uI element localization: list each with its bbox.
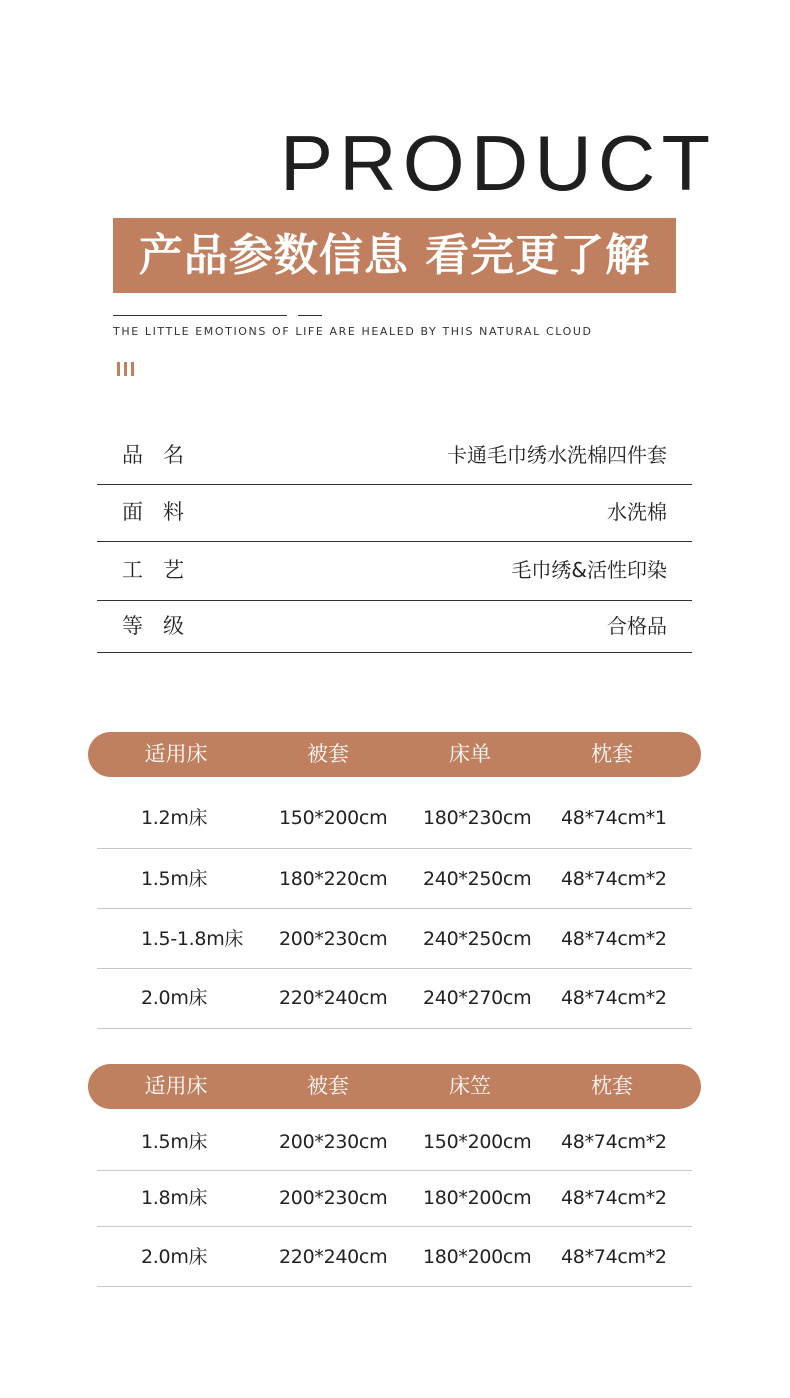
table-cell: 1.2m床 — [141, 807, 208, 829]
table-cell: 180*230cm — [423, 807, 532, 829]
table-cell: 200*230cm — [279, 928, 388, 950]
page-title: PRODUCT — [280, 119, 717, 207]
table-cell: 2.0m床 — [141, 987, 208, 1009]
table-row — [97, 1227, 692, 1287]
table-cell: 200*230cm — [279, 1187, 388, 1209]
table-cell: 48*74cm*2 — [561, 987, 667, 1009]
table-cell: 48*74cm*2 — [561, 1131, 667, 1153]
spec-value: 合格品 — [607, 614, 667, 638]
spec-row — [97, 484, 692, 542]
table-cell: 48*74cm*2 — [561, 1246, 667, 1268]
spec-value: 毛巾绣&活性印染 — [511, 558, 667, 582]
table-cell: 200*230cm — [279, 1131, 388, 1153]
section-banner: 产品参数信息 看完更了解 — [113, 218, 676, 293]
table-cell: 180*220cm — [279, 868, 388, 890]
spec-row — [97, 427, 692, 485]
column-header: 床单 — [449, 742, 491, 766]
table-cell: 1.5m床 — [141, 1131, 208, 1153]
table-cell: 48*74cm*2 — [561, 928, 667, 950]
table-row — [97, 909, 692, 969]
tagline: THE LITTLE EMOTIONS OF LIFE ARE HEALED BY THIS NATURAL CLOUD — [113, 325, 593, 338]
decorative-bars — [117, 362, 138, 381]
table-cell: 48*74cm*1 — [561, 807, 667, 829]
divider — [113, 315, 287, 316]
table-cell: 180*200cm — [423, 1187, 532, 1209]
divider — [298, 315, 322, 316]
spec-label: 等级 — [122, 614, 204, 638]
table-row — [97, 849, 692, 909]
column-header: 适用床 — [144, 742, 208, 766]
spec-label: 品名 — [122, 443, 204, 467]
column-header: 被套 — [307, 1074, 349, 1098]
table-cell: 240*270cm — [423, 987, 532, 1009]
spec-row — [97, 541, 692, 601]
table-row — [97, 1171, 692, 1227]
column-header: 被套 — [307, 742, 349, 766]
table-cell: 240*250cm — [423, 868, 532, 890]
table-cell: 150*200cm — [279, 807, 388, 829]
spec-row — [97, 601, 692, 653]
table-cell: 180*200cm — [423, 1246, 532, 1268]
spec-value: 卡通毛巾绣水洗棉四件套 — [447, 443, 667, 467]
spec-value: 水洗棉 — [607, 500, 667, 524]
column-header: 枕套 — [591, 1074, 633, 1098]
column-header: 适用床 — [144, 1074, 208, 1098]
table-cell: 1.5m床 — [141, 868, 208, 890]
table-cell: 48*74cm*2 — [561, 868, 667, 890]
column-header: 枕套 — [591, 742, 633, 766]
table-cell: 240*250cm — [423, 928, 532, 950]
table-cell: 150*200cm — [423, 1131, 532, 1153]
spec-label: 工艺 — [122, 558, 204, 582]
spec-label: 面料 — [122, 500, 204, 524]
column-header: 床笠 — [449, 1074, 491, 1098]
table-cell: 1.8m床 — [141, 1187, 208, 1209]
table-cell: 220*240cm — [279, 987, 388, 1009]
table-row — [97, 789, 692, 849]
table-row — [97, 1114, 692, 1171]
table-header — [88, 732, 701, 777]
table-row — [97, 969, 692, 1029]
table-cell: 220*240cm — [279, 1246, 388, 1268]
table-cell: 48*74cm*2 — [561, 1187, 667, 1209]
table-cell: 2.0m床 — [141, 1246, 208, 1268]
table-cell: 1.5-1.8m床 — [141, 928, 244, 950]
table-header — [88, 1064, 701, 1109]
